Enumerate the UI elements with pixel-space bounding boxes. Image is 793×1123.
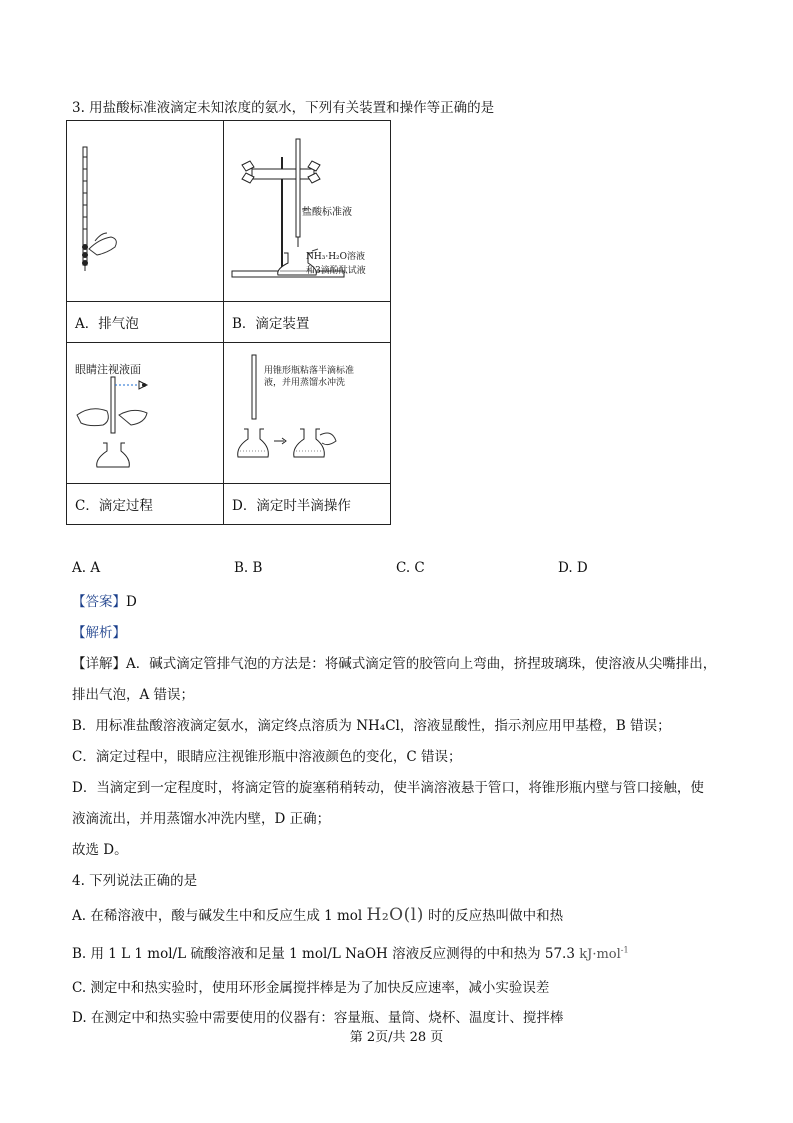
detail-line-6: 液滴流出，并用蒸馏水冲洗内壁，D 正确； <box>72 811 331 827</box>
choice-c: C. C <box>396 560 425 576</box>
indicator-label: 和3滴酚酞试液 <box>306 266 366 276</box>
figure-c-caption: C．滴定过程 <box>67 484 224 525</box>
eye-watch-label: 眼睛注视液面 <box>75 363 141 376</box>
figure-c-cell <box>67 343 224 484</box>
figure-d-cell <box>224 343 391 484</box>
figure-table <box>66 120 391 525</box>
figure-b-caption: B．滴定装置 <box>224 302 391 343</box>
figure-a-cell <box>67 121 224 302</box>
question-3-title: 3. 用盐酸标准液滴定未知浓度的氨水，下列有关装置和操作等正确的是 <box>72 100 495 116</box>
detail-line-3: B．用标准盐酸溶液滴定氨水，滴定终点溶质为 NH₄Cl，溶液显酸性，指示剂应用甲基橙，B 错误； <box>72 718 671 734</box>
burette-bubble-removal-illustration <box>67 121 215 297</box>
acid-standard-label: 盐酸标准液 <box>302 207 352 218</box>
detail-line-7: 故选 D。 <box>72 842 128 858</box>
answer-value: D <box>126 594 137 610</box>
answer-tag: 【答案】 <box>72 594 126 610</box>
half-drop-label-line-1: 用锥形瓶粘落半滴标准 <box>264 366 355 376</box>
q4-option-a: A. 在稀溶液中，酸与碱发生中和反应生成 1 mol H₂O(l) 时的反应热叫做中和热 <box>72 905 564 925</box>
detail-line-4: C．滴定过程中，眼睛应注视锥形瓶中溶液颜色的变化，C 错误； <box>72 749 462 765</box>
choice-a: A. A <box>72 560 101 576</box>
titration-process-illustration <box>67 343 215 483</box>
answer-line <box>72 590 137 610</box>
choice-d: D. D <box>558 560 588 576</box>
half-drop-operation-illustration <box>224 343 390 483</box>
q4-option-b: B. 用 1 L 1 mol/L 硫酸溶液和足量 1 mol/L NaOH 溶液反应测得的中和热为 57.3 kJ·mol$^{-1}$ <box>72 945 629 962</box>
detail-line-5: D．当滴定到一定程度时，将滴定管的旋塞稍稍转动，使半滴溶液悬于管口，将锥形瓶内壁与管口接触，使 <box>72 780 704 796</box>
figure-a-caption: A．排气泡 <box>67 302 224 343</box>
question-4-title: 4. 下列说法正确的是 <box>72 873 198 889</box>
choice-b: B. B <box>234 560 263 576</box>
unit-kj-per-mol: kJ·mol$^{-1}$ <box>579 945 629 962</box>
figure-d-caption: D．滴定时半滴操作 <box>224 484 391 525</box>
figure-b-cell <box>224 121 391 302</box>
analysis-tag: 【解析】 <box>72 625 126 641</box>
detail-line-1: 【详解】A．碱式滴定管排气泡的方法是：将碱式滴定管的胶管向上弯曲，挤捏玻璃珠，使溶液从尖嘴排出， <box>72 656 717 672</box>
q4-option-c: C. 测定中和热实验时，使用环形金属搅拌棒是为了加快反应速率，减小实验误差 <box>72 980 550 996</box>
detail-line-2: 排出气泡，A 错误； <box>72 687 195 703</box>
ammonia-solution-label: NH₃·H₂O溶液 <box>306 252 366 262</box>
water-formula: H₂O(l) <box>366 905 424 925</box>
page-footer: 第 2页/共 28 页 <box>349 1030 444 1045</box>
half-drop-label-line-2: 液，并用蒸馏水冲洗 <box>264 378 346 388</box>
q4-option-d: D. 在测定中和热实验中需要使用的仪器有：容量瓶、量筒、烧杯、温度计、搅拌棒 <box>72 1010 564 1026</box>
